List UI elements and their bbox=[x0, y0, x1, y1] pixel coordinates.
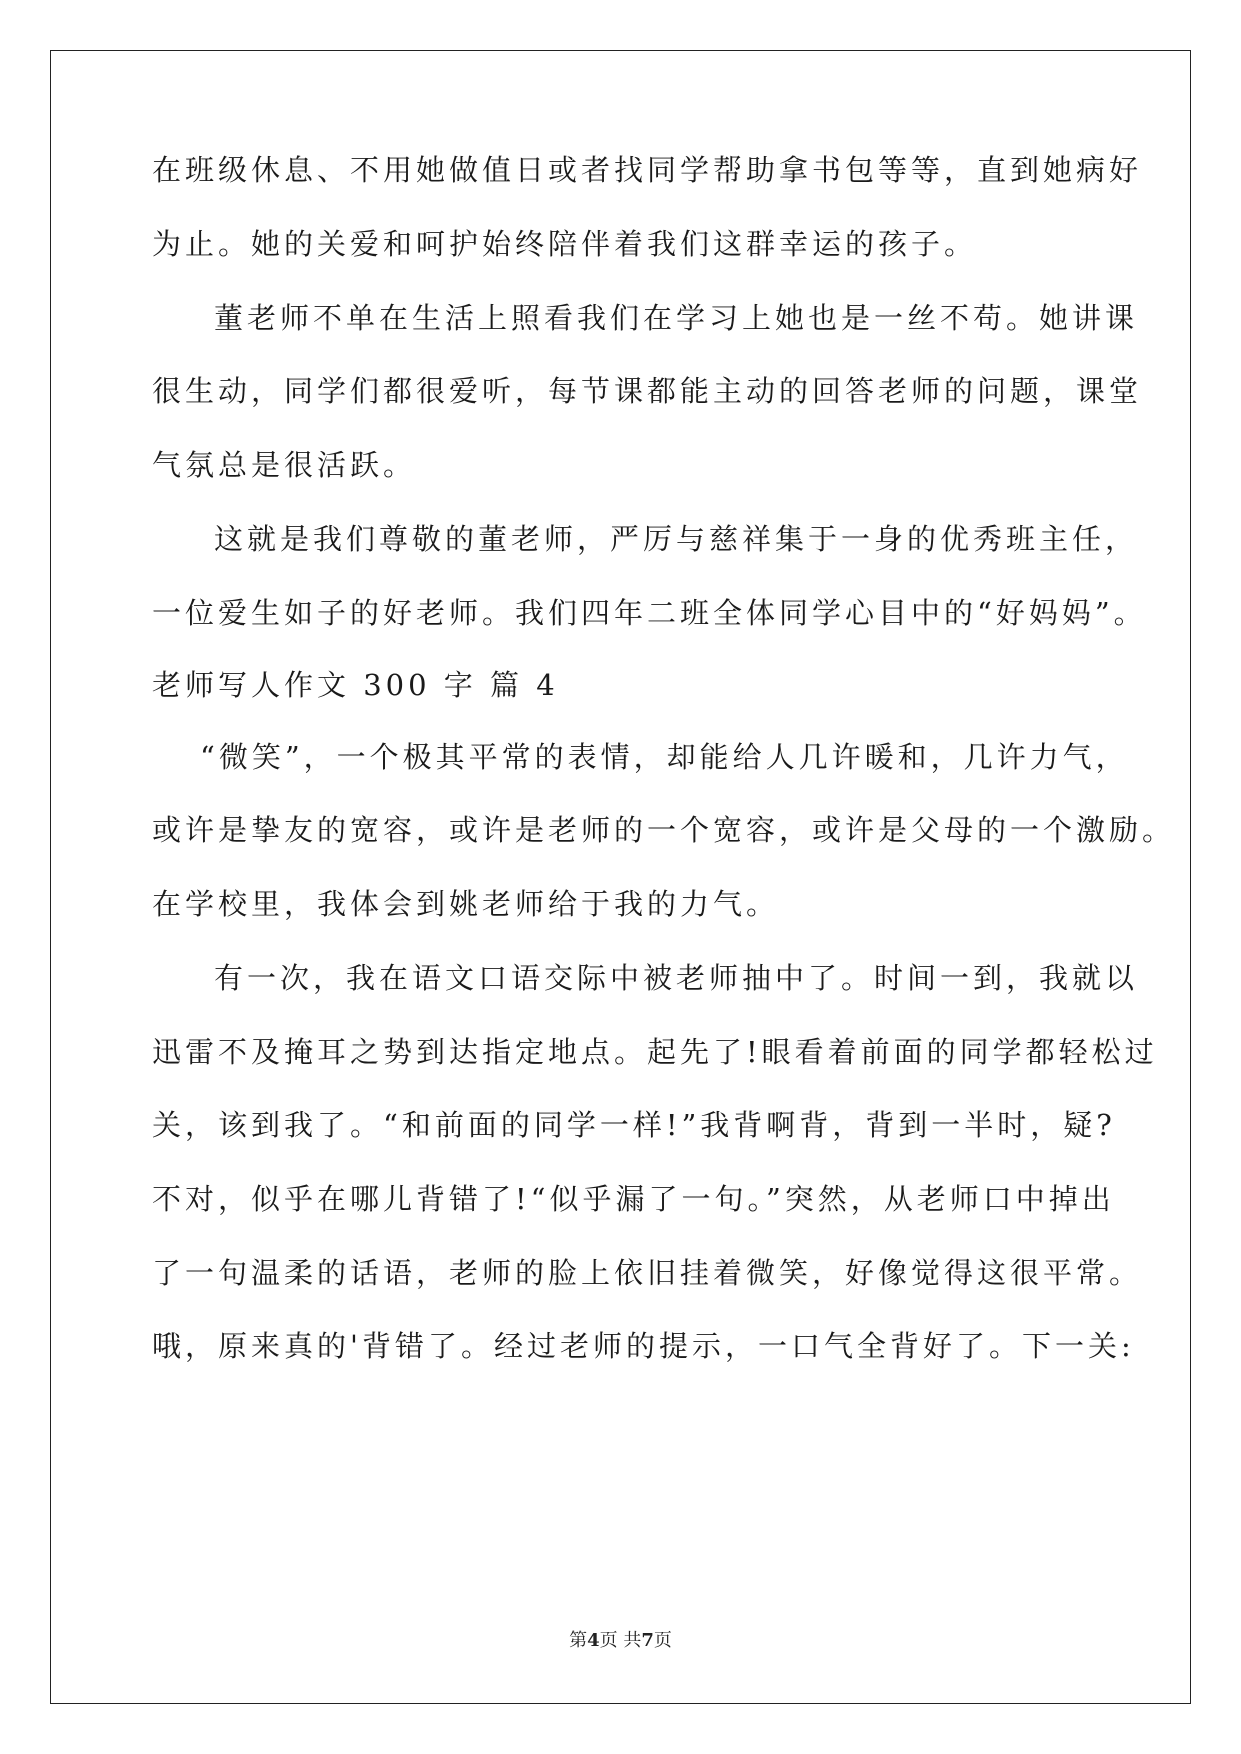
text-line-7: 一位爱生如子的好老师。我们四年二班全体同学心目中的“好妈妈”。 bbox=[152, 596, 1147, 630]
page-border bbox=[50, 50, 1191, 1704]
footer-mid: 页 共 bbox=[599, 1630, 642, 1651]
section-heading: 老师写人作文 300 字 篇 4 bbox=[152, 668, 559, 702]
text-line-1: 在班级休息、不用她做值日或者找同学帮助拿书包等等，直到她病好 bbox=[152, 153, 1143, 187]
text-line-13: 迅雷不及掩耳之势到达指定地点。起先了!眼看着前面的同学都轻松过 bbox=[152, 1035, 1158, 1069]
text-line-3: 董老师不单在生活上照看我们在学习上她也是一丝不苟。她讲课 bbox=[214, 301, 1139, 335]
text-line-4: 很生动，同学们都很爱听，每节课都能主动的回答老师的问题，课堂 bbox=[152, 374, 1143, 408]
footer-page-number: 4 bbox=[587, 1630, 600, 1651]
text-line-15: 不对，似乎在哪儿背错了!“似乎漏了一句。”突然，从老师口中掉出 bbox=[152, 1182, 1115, 1216]
text-line-6: 这就是我们尊敬的董老师，严厉与慈祥集于一身的优秀班主任， bbox=[214, 522, 1139, 556]
footer-total-pages: 7 bbox=[641, 1630, 654, 1651]
footer-prefix: 第 bbox=[569, 1630, 588, 1651]
text-line-2: 为止。她的关爱和呵护始终陪伴着我们这群幸运的孩子。 bbox=[152, 227, 978, 261]
text-line-14: 关，该到我了。“和前面的同学一样!”我背啊背，背到一半时，疑? bbox=[152, 1108, 1116, 1142]
text-line-9: “微笑”，一个极其平常的表情，却能给人几许暖和，几许力气， bbox=[200, 740, 1129, 774]
text-line-16: 了一句温柔的话语，老师的脸上依旧挂着微笑，好像觉得这很平常。 bbox=[152, 1256, 1143, 1290]
footer-suffix: 页 bbox=[653, 1630, 672, 1651]
text-line-5: 气氛总是很活跃。 bbox=[152, 448, 417, 482]
text-line-10: 或许是挚友的宽容，或许是老师的一个宽容，或许是父母的一个激励。 bbox=[152, 813, 1176, 847]
text-line-11: 在学校里，我体会到姚老师给于我的力气。 bbox=[152, 887, 780, 921]
text-line-17: 哦，原来真的'背错了。经过老师的提示，一口气全背好了。下一关: bbox=[152, 1329, 1135, 1363]
text-line-12: 有一次，我在语文口语交际中被老师抽中了。时间一到，我就以 bbox=[214, 961, 1139, 995]
page-footer bbox=[0, 1630, 1241, 1652]
